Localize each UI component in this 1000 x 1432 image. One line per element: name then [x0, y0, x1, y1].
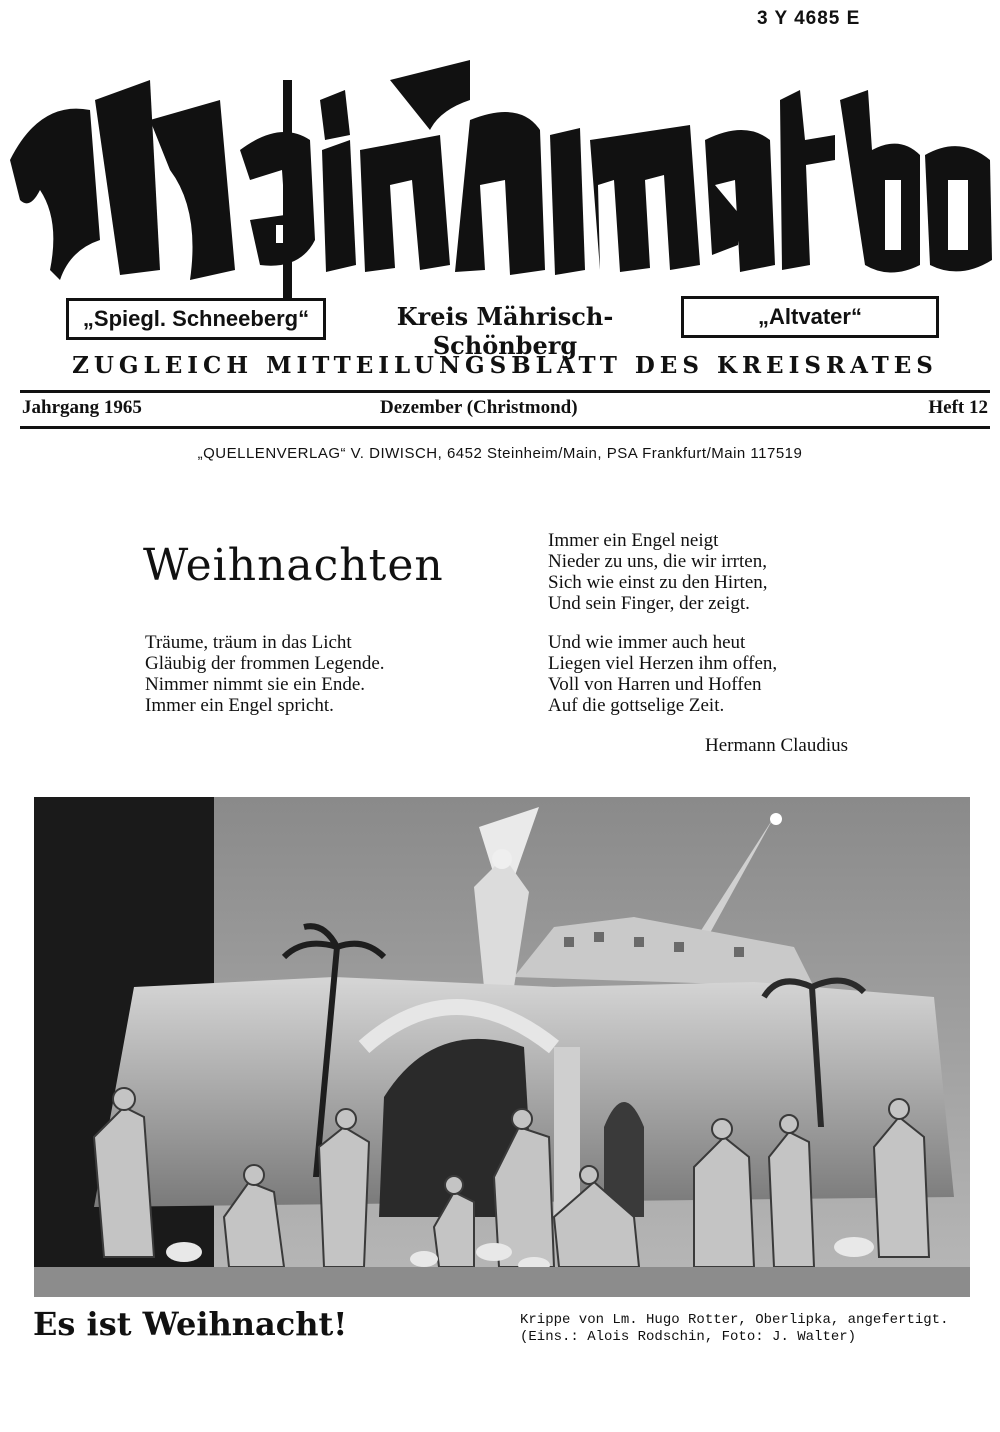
poem-line: Nimmer nimmt sie ein Ende.	[145, 674, 366, 695]
region-box-right: „Altvater“	[681, 296, 939, 338]
poem-line: Und wie immer auch heut	[548, 632, 746, 653]
poem-stanza-1	[145, 632, 385, 716]
poem-line: Immer ein Engel neigt	[548, 530, 719, 551]
issue-code: 3 Y 4685 E	[757, 8, 861, 29]
district-name: Kreis Mährisch-Schönberg	[396, 302, 614, 360]
nativity-scene-photo	[34, 797, 970, 1297]
caption-line: Krippe von Lm. Hugo Rotter, Oberlipka, angefertigt.	[520, 1312, 949, 1328]
poem-line: Voll von Harren und Hoffen	[548, 674, 762, 695]
divider-top	[20, 390, 990, 393]
caption-title: Es ist Weihnacht!	[33, 1305, 348, 1343]
volume-year: Jahrgang 1965	[22, 397, 142, 418]
poem-line: Und sein Finger, der zeigt.	[548, 593, 750, 614]
poem-line: Auf die gottselige Zeit.	[548, 695, 725, 716]
subtitle: ZUGLEICH MITTEILUNGSBLATT DES KREISRATES	[72, 352, 938, 379]
caption-line: (Eins.: Alois Rodschin, Foto: J. Walter)	[520, 1329, 857, 1345]
issue-month: Dezember (Christmond)	[380, 397, 578, 418]
poem-line: Immer ein Engel spricht.	[145, 695, 334, 716]
publisher-line: „QUELLENVERLAG“ V. DIWISCH, 6452 Steinheim/Main, PSA Frankfurt/Main 117519	[197, 445, 803, 462]
poem-author: Hermann Claudius	[705, 735, 849, 756]
poem-line: Gläubig der frommen Legende.	[145, 653, 385, 674]
poem-title: Weihnachten	[143, 540, 444, 591]
poem-line: Nieder zu uns, die wir irrten,	[548, 551, 767, 572]
poem-stanza-2	[548, 530, 768, 614]
poem-stanza-3	[548, 632, 777, 716]
masthead-title-logo	[0, 40, 1000, 300]
divider-bottom	[20, 426, 990, 429]
photo-caption	[520, 1312, 948, 1346]
issue-number: Heft 12	[928, 397, 988, 418]
region-box-left: „Spiegl. Schneeberg“	[66, 298, 326, 340]
poem-line: Träume, träum in das Licht	[145, 632, 352, 653]
poem-line: Sich wie einst zu den Hirten,	[548, 572, 768, 593]
poem-line: Liegen viel Herzen ihm offen,	[548, 653, 778, 674]
